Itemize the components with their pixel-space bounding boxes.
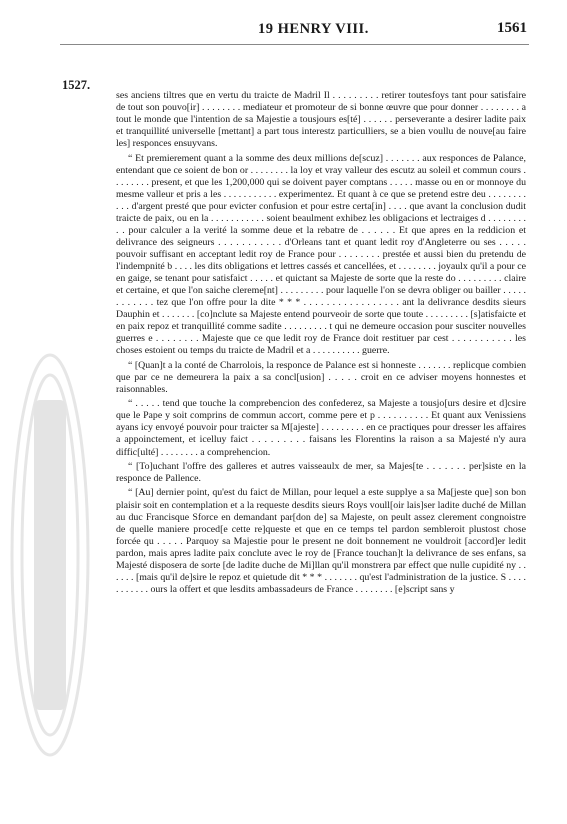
page-header — [0, 18, 567, 42]
page-number: 1561 — [497, 20, 527, 36]
document-body — [116, 90, 526, 596]
paragraph: “ [To]uchant l'offre des galleres et autres vaisseaulx de mer, sa Majes[te . . . . . . . per]siste en la responce de Pallence. — [116, 460, 526, 485]
header-rule — [60, 44, 529, 45]
paragraph: “ . . . . . tend que touche la comprebencion des confederez, sa Majeste a tousjo[urs desire et d]csire que le Pape y soit comprins de commun accort, comme pere et p . . . . . . . . . . Et quant aux Venissiens ayans icy envoyé pouvoir pour traicter sa M[ajeste] . . . . . . . . . en ce practiques pour dresser les affaires a appoinctement, et icelluy faict . . . . . . . . . faisans les Florentins la raison a sa Majesté n'y aura diffic[ulté] . . . . . . . . a comprehencion. — [116, 398, 526, 458]
paragraph: “ Et premierement quant a la somme des deux millions de[scuz] . . . . . . . aux responces de Palance, entendant que ce soient de bon or . . . . . . . . la loy et vray valleur des escutz au soleil et commun cours . . . . . . . . present, et que les 1,200,000 qui se doivent payer comptans . . . . . masse ou en or monnoye du mesme valleur et pris a les . . . . . . . . . . . experimentez. Et quant à ce que se pretend estre deu . . . . . . . . . . . d'argent presté que pour evicter confusion et pour estre certa[in] . . . . que avant la conclusion dudit traicte de paix, ou en la . . . . . . . . . . . soient beaulment exhibez les obligacions et lectraiges d . . . . . . . . . . pour calculer a la verité la somme deue et la rebatre de . . . . . . Et que apres en la reddicion et delivrance des seigneurs . . . . . . . . . . . d'Orleans tant et quant ledit roy d'Angleterre ou ses . . . . . pouvoir suffisant en acceptant ledit roy de France pour . . . . . . . . prestée et aussi bien du pretendu de l'indempnité b . . . . les dits obligations et lettres cassés et cancellées, et . . . . . . . . joyaulx qu'il a pour ce en gaige, se tenant pour satisfaict . . . . . et quictant sa Majeste de sorte que la reste do . . . . . . . . . claire et certaine, et que l'on saiche clereme[nt] . . . . . . . . . pour laquelle l'on se devra obliger ou bailler . . . . . . . . . . . . tez que l'on offre pour la dite * * * . . . . . . . . . . . . . . . . . ant la delivrance desdits sieurs Dauphin et . . . . . . . [co]nclute sa Majeste entend pourveoir de sorte que toute . . . . . . . . . [s]atisfaicte et en paix repoz et tranquillité comme sadite . . . . . . . . . t qui ne demeure occasion pour susciter nouvelles guerres e . . . . . . . . Majeste que ce que ledit roy de France doit restituer par cest . . . . . . . . . . . les choses estoient ou temps du traicte de Madril et a . . . . . . . . . . guerre. — [116, 152, 526, 357]
paragraph: “ [Quan]t a la conté de Charrolois, la responce de Palance est si honneste . . . . . . . replicque combien que par ce ne demeurera la paix a sa concl[usion] . . . . . croit en ce adviser moyens honnestes et raisonnables. — [116, 359, 526, 395]
margin-year: 1527. — [62, 78, 91, 92]
library-stamp-watermark — [4, 340, 96, 770]
paragraph: ses anciens tiltres que en vertu du traicte de Madril Il . . . . . . . . . retirer toutesfoys tant pour satisfaire de tout son pouvo[ir] . . . . . . . . mediateur et promoteur de si bonne œuvre que pour donner . . . . . . . . a tout le monde que l'intention de sa Majestie a tousjours es[té] . . . . . . perseverante a desirer ladite paix et tranquillité universelle [mettant] a part tous interestz particulliers, se a bien voullu de nouve[au faire les] responces ensuyvans. — [116, 90, 526, 150]
running-title: 19 HENRY VIII. — [258, 21, 369, 37]
paragraph: “ [Au] dernier point, qu'est du faict de Millan, pour lequel a este supplye a sa Ma[jeste que] son bon plaisir soit en contemplation et a la requeste desdits sieurs Roys voull[oir lais]ser ladite duché de Millan au duc Francisque Sforce en demandant par[don de] sa Majeste, on peult assez clerement congnoistre de quelle maniere proced[e cette re]queste et que en ce temps tel pardon sembleroit plustost chose forcée qu . . . . . Parquoy sa Majestie pour le present ne doit bonnement ne vouldroit [accord]er ledit pardon, mais apres ladite paix conclute avec le roy de [France touchan]t la delivrance de ses enfans, sa Majesté disposera de sorte [de ladite duche de Mi]llan qu'il monstrera par effect que nulle cupidité ny . . . . . . [mais qu'il de]sire le repoz et quietude dit * * * . . . . . . . qu'est l'administration de la justice. S . . . . . . . . . . . ours la offert et que lesdits ambassadeurs de France . . . . . . . . [e]script sans y — [116, 487, 526, 595]
